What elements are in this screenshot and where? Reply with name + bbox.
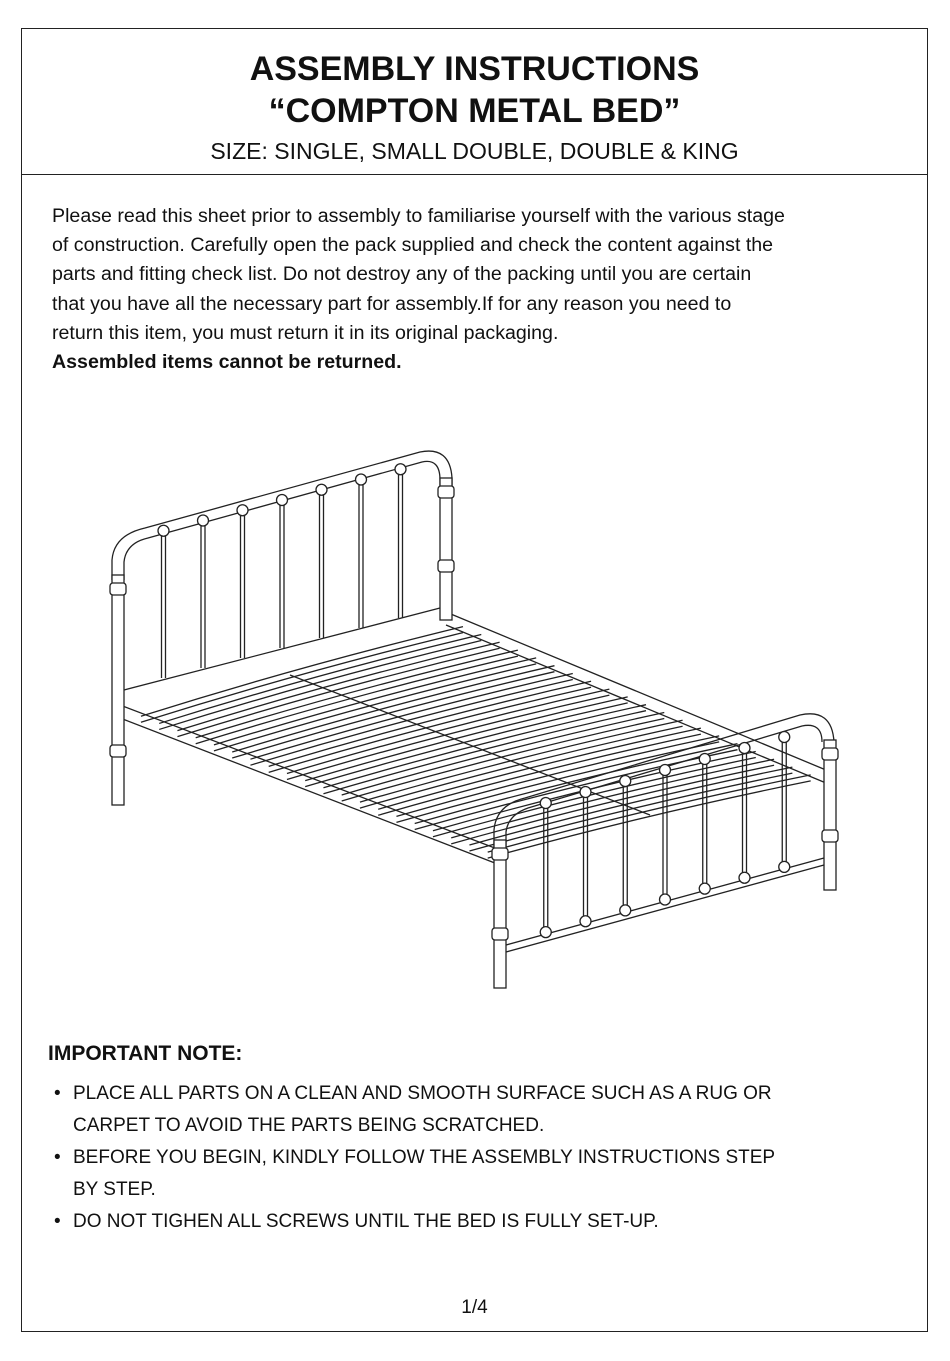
headboard-right-post-collar <box>438 560 454 572</box>
slat <box>250 673 572 759</box>
note-text: BY STEP. <box>73 1179 156 1200</box>
intro-line: Please read this sheet prior to assembly to familiarise yourself with the various stage <box>52 205 785 227</box>
headboard-left-post <box>112 575 124 805</box>
spindle-ball <box>580 916 591 927</box>
spindle-ball <box>158 525 169 536</box>
side-rail <box>446 612 826 770</box>
product-name: “COMPTON METAL BED” <box>268 92 681 130</box>
note-item <box>52 1142 892 1206</box>
intro-line: that you have all the necessary part for assembly.If for any reason you need to <box>52 292 732 315</box>
spindle-ball <box>580 787 591 798</box>
slat <box>141 627 463 717</box>
spindle-ball <box>620 776 631 787</box>
important-note-list <box>52 1078 892 1238</box>
note-text: CARPET TO AVOID THE PARTS BEING SCRATCHED. <box>73 1115 545 1136</box>
bullet-icon: • <box>54 1147 61 1168</box>
footboard-right-post-collar <box>822 748 838 760</box>
page-number: 1/4 <box>461 1297 488 1318</box>
headboard-left-post-collar <box>110 745 126 757</box>
spindle-ball <box>316 484 327 495</box>
footboard-right-post-collar <box>822 830 838 842</box>
spindle-ball <box>395 464 406 475</box>
spindle-ball <box>198 515 209 526</box>
document-title: ASSEMBLY INSTRUCTIONS <box>249 50 700 88</box>
bullet-icon: • <box>54 1211 61 1232</box>
note-text: PLACE ALL PARTS ON A CLEAN AND SMOOTH SURFACE SUCH AS A RUG OR <box>73 1083 772 1104</box>
note-item <box>52 1206 892 1238</box>
intro-line: of construction. Carefully open the pack supplied and check the content against the <box>52 234 774 257</box>
spindle-ball <box>620 905 631 916</box>
spindle-ball <box>356 474 367 485</box>
intro-line: return this item, you must return it in its original packaging. <box>52 321 559 344</box>
footboard-bottom-rail <box>506 865 824 952</box>
footboard-right-post <box>824 740 836 890</box>
slat <box>269 681 591 766</box>
spindle-ball <box>660 894 671 905</box>
footboard-left-post <box>494 840 506 988</box>
note-text: BEFORE YOU BEGIN, KINDLY FOLLOW THE ASSEMBLY INSTRUCTIONS STEP <box>73 1147 776 1168</box>
slat <box>159 634 481 723</box>
headboard-right-post-collar <box>438 486 454 498</box>
slat <box>141 633 463 723</box>
spindle-ball <box>779 732 790 743</box>
spindle-ball <box>540 798 551 809</box>
spindle-ball <box>779 861 790 872</box>
spindle-ball <box>540 927 551 938</box>
spindle-ball <box>739 872 750 883</box>
slat <box>177 648 499 736</box>
slat <box>214 658 536 745</box>
spindle-ball <box>237 505 248 516</box>
spindle-ball <box>699 883 710 894</box>
spindle-ball <box>277 495 288 506</box>
metal-bed-illustration <box>90 430 850 1010</box>
footboard-left-post-collar <box>492 928 508 940</box>
headboard-bottom-rail <box>124 608 440 690</box>
spindle-ball <box>699 754 710 765</box>
return-warning: Assembled items cannot be returned. <box>52 351 402 374</box>
headboard-right-post <box>440 478 452 620</box>
size-line: SIZE: SINGLE, SMALL DOUBLE, DOUBLE & KING <box>210 138 739 164</box>
slat <box>232 666 554 752</box>
important-note-heading: IMPORTANT NOTE: <box>48 1042 243 1065</box>
spindle-ball <box>660 765 671 776</box>
side-rail <box>446 625 826 783</box>
slat <box>177 642 499 730</box>
slat <box>196 650 518 738</box>
note-text: DO NOT TIGHEN ALL SCREWS UNTIL THE BED IS FULLY SET-UP. <box>73 1211 659 1232</box>
header-divider <box>21 174 928 175</box>
bullet-icon: • <box>54 1083 61 1104</box>
footboard-left-post-collar <box>492 848 508 860</box>
spindle-ball <box>739 743 750 754</box>
note-item <box>52 1078 892 1142</box>
intro-line: parts and fitting check list. Do not destroy any of the packing until you are certain <box>52 263 752 286</box>
headboard-left-post-collar <box>110 583 126 595</box>
intro-paragraph <box>52 202 912 377</box>
slat <box>196 656 518 744</box>
slat <box>159 640 481 729</box>
